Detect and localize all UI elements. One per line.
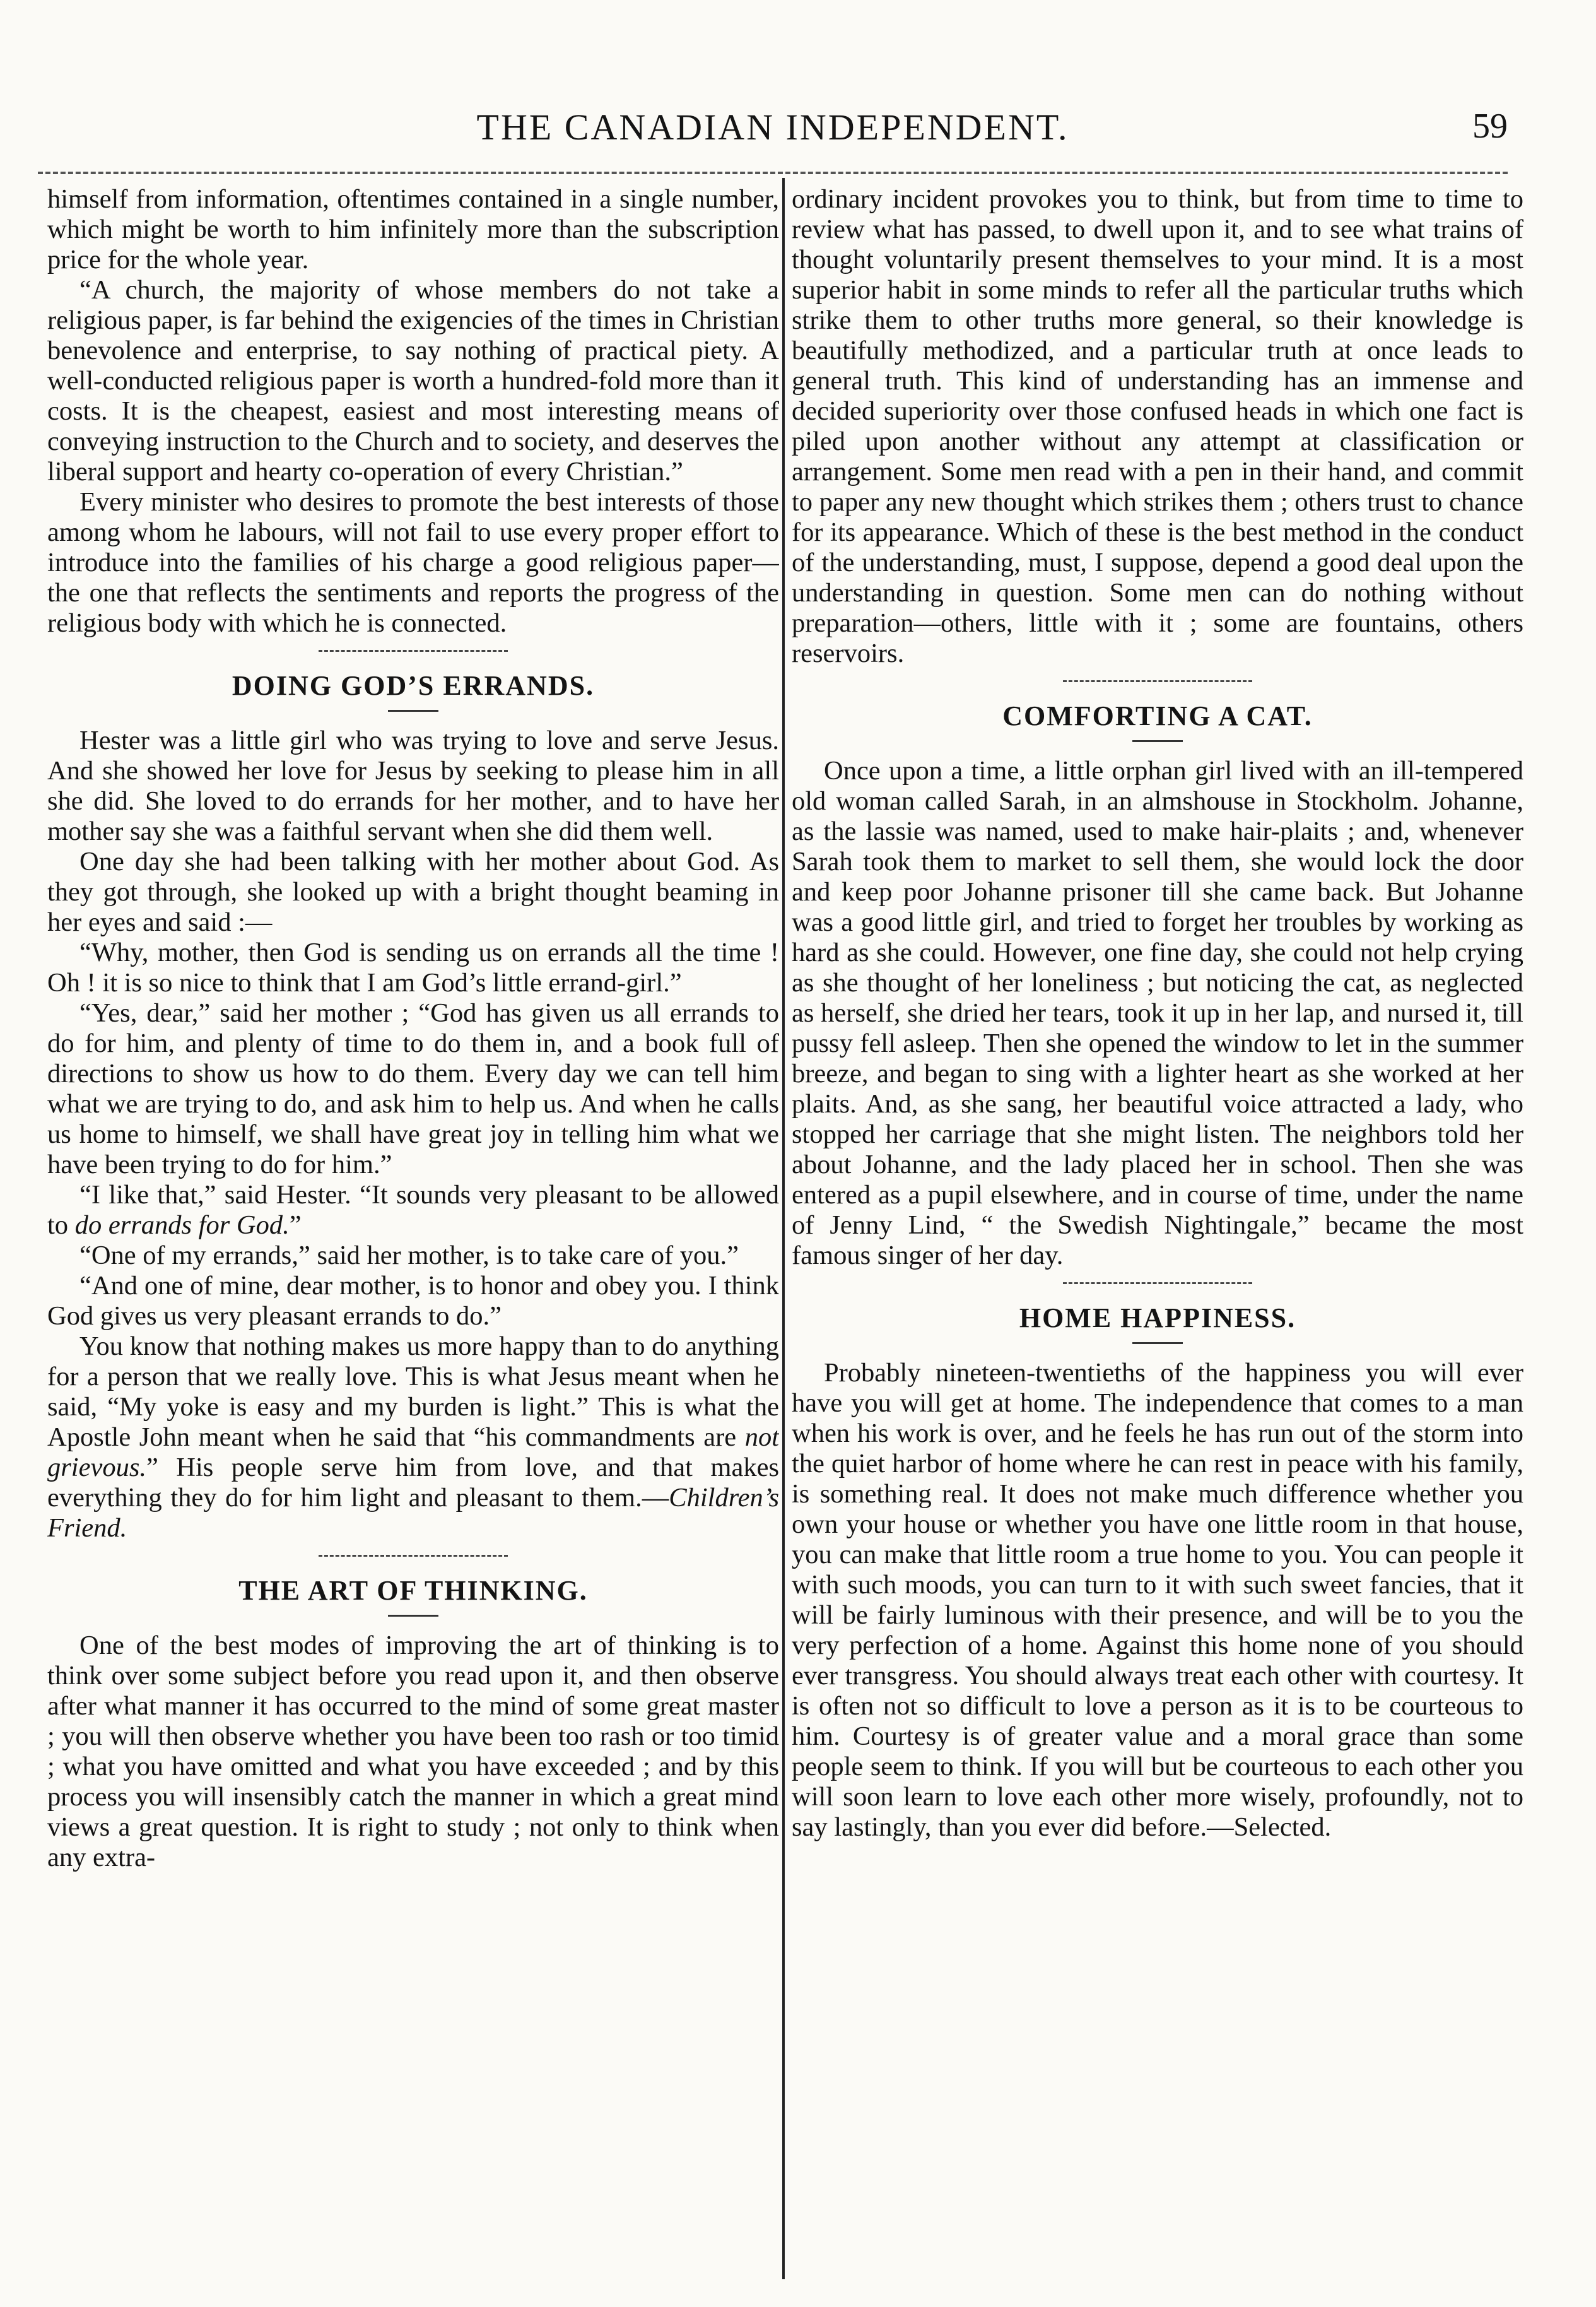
- section-heading-errands: DOING GOD’S ERRANDS.: [232, 670, 595, 701]
- home-paragraph: Probably nineteen-twentieths of the happiness you will ever have you will get at home. The independence that comes to a man when his work is over, and he feels he has run out of the storm into the quiet harbor of home where he can rest in peace with his family, is something real. It does not make much difference whether you own your house or whether you have one little room in that house, you can make that little room a true home to you. You can people it with such moods, you can turn to it with such sweet fancies, that it will be fairly luminous with their presence, and will be to you the very perfection of a home. Against this home none of you should ever transgress. You should always treat each other with courtesy. It is often not so difficult to love a person as it is to be courteous to him. Courtesy is of greater value and a moral grace than some people seem to think. If you will but be courteous to each other you will soon learn to love each other more wisely, profoundly, not to say lastingly, than you ever did before.—Selected.: [792, 1358, 1523, 1842]
- page-header: [38, 95, 1508, 158]
- errands-paragraph-6: “One of my errands,” said her mother, is to take care of you.”: [79, 1241, 739, 1270]
- header-rule: [38, 172, 1508, 174]
- errands-paragraph-3: “Why, mother, then God is sending us on errands all the time ! Oh ! it is so nice to think that I am God’s little errand-girl.”: [47, 938, 779, 998]
- left-column: [47, 184, 779, 2267]
- cat-paragraph: Once upon a time, a little orphan girl lived with an ill-tempered old woman called Sarah, in an almshouse in Stockholm. Johanne, as the lassie was named, used to make hair-plaits ; and, whenever Sarah took them to market to sell them, she would lock the door and keep poor Johanne prisoner till she came back. But Johanne was a good little girl, and tried to forget her troubles by working as hard as she could. However, one fine day, she could not help crying as she thought of her loneliness ; but noticing the cat, as neglected as herself, she dried her tears, took it up in her lap, and nursed it, till pussy fell asleep. Then she opened the window to let in the summer breeze, and began to sing with a lighter heart as she worked at her plaits. And, as she sang, her beautiful voice attracted a lady, who stopped her carriage that she might listen. The neighbors told her about Johanne, and the lady placed her in school. Then she was entered as a pupil elsewhere, and in course of time, under the name of Jenny Lind, “ the Swedish Nightingale,” became the most famous singer of her day.: [792, 756, 1523, 1270]
- errands-paragraph-4: “Yes, dear,” said her mother ; “God has given us all errands to do for him, and plenty of time to do them in, and a book full of directions to show us how to do them. Every day we can tell him what we are trying to do, and ask him to help us. And when he calls us home to himself, we shall have great joy in telling him what we have been trying to do for him.”: [47, 998, 779, 1179]
- page-number: 59: [1472, 107, 1508, 146]
- yoke-text: You know that nothing makes us more happy than to do anything for a person that we really love. This is what Jesus meant when he said, “My yoke is easy and my burden is light.” This is what the Apostle John meant when he said that “his commandments are: [47, 1331, 779, 1452]
- errands-like-text: “I like that,” said Hester. “It sounds very pleasant to be allowed to: [47, 1180, 779, 1240]
- intro-paragraph-1: himself from information, oftentimes contained in a single number, which might be worth to him infinitely more than the subscription price for the whole year.: [47, 184, 779, 274]
- errands-like-end: ”: [289, 1210, 302, 1240]
- thinking-paragraph: One of the best modes of improving the art of thinking is to think over some subject before you read upon it, and then observe after what manner it has occurred to the mind of some great master ; you will then observe whether you have been too rash or too timid ; what you have omitted and what you have exceeded ; and by this process you will insensibly catch the manner in which a great mind views a great question. It is right to study ; not only to think when any extra-: [47, 1631, 779, 1872]
- thinking-continuation: ordinary incident provokes you to think, but from time to time to review what has passed, to dwell upon it, and to see what trains of thought voluntarily present themselves to your mind. It is a most superior habit in some minds to refer all the particular truths which strike them to other truths more general, so their knowledge is beautifully methodized, and a particular truth at once leads to general truth. This kind of understanding has an immense and decided superiority over those confused heads in which one fact is piled upon another without any attempt at classification or arrangement. Some men read with a pen in their hand, and commit to paper any new thought which strikes them ; others trust to chance for its appearance. Which of these is the best method in the conduct of the understanding, must, I suppose, depend a good deal upon the understanding in question. Some men can do nothing without preparation—others, little with it ; some are fountains, others reservoirs.: [792, 184, 1523, 668]
- yoke-mid: ” His people serve him from love, and that makes everything they do for him light and pleasant to them.—: [47, 1453, 779, 1513]
- errands-paragraph-1: Hester was a little girl who was trying to love and serve Jesus. And she showed her love for Jesus by seeking to please him in all she did. She loved to do errands for her mother, and to have her mother say she was a faithful servant when she did them well.: [47, 726, 779, 846]
- errands-paragraph-8: [47, 1331, 779, 1543]
- yoke-italic: not grievous.: [47, 1422, 779, 1482]
- intro-paragraph-3: Every minister who desires to promote the best interests of those among whom he labours, will not fail to use every proper effort to introduce into the families of his charge a good religious paper—the one that reflects the sentiments and reports the progress of the religious body with which he is connected.: [47, 487, 779, 638]
- errands-paragraph-7: “And one of mine, dear mother, is to honor and obey you. I think God gives us very pleasant errands to do.”: [47, 1271, 779, 1331]
- column-divider: [782, 178, 785, 2279]
- running-title: THE CANADIAN INDEPENDENT.: [476, 107, 1069, 148]
- section-heading-home: HOME HAPPINESS.: [1019, 1302, 1296, 1333]
- errands-paragraph-5: [47, 1180, 779, 1241]
- section-heading-cat: COMFORTING A CAT.: [1002, 700, 1313, 731]
- errands-paragraph-2: One day she had been talking with her mother about God. As they got through, she looked up with a bright thought beaming in her eyes and said :—: [47, 847, 779, 937]
- errands-like-italic: do errands for God.: [74, 1210, 290, 1240]
- right-column: [792, 184, 1523, 2267]
- intro-paragraph-2: “A church, the majority of whose members do not take a religious paper, is far behind the exigencies of the times in Christian benevolence and enterprise, to say nothing of practical piety. A well-conducted religious paper is worth a hundred-fold more than it costs. It is the cheapest, easiest and most interesting means of conveying instruction to the Church and to society, and deserves the liberal support and hearty co-operation of every Christian.”: [47, 275, 779, 487]
- section-heading-thinking: THE ART OF THINKING.: [238, 1575, 588, 1606]
- errands-source: Children’s Friend.: [47, 1483, 779, 1543]
